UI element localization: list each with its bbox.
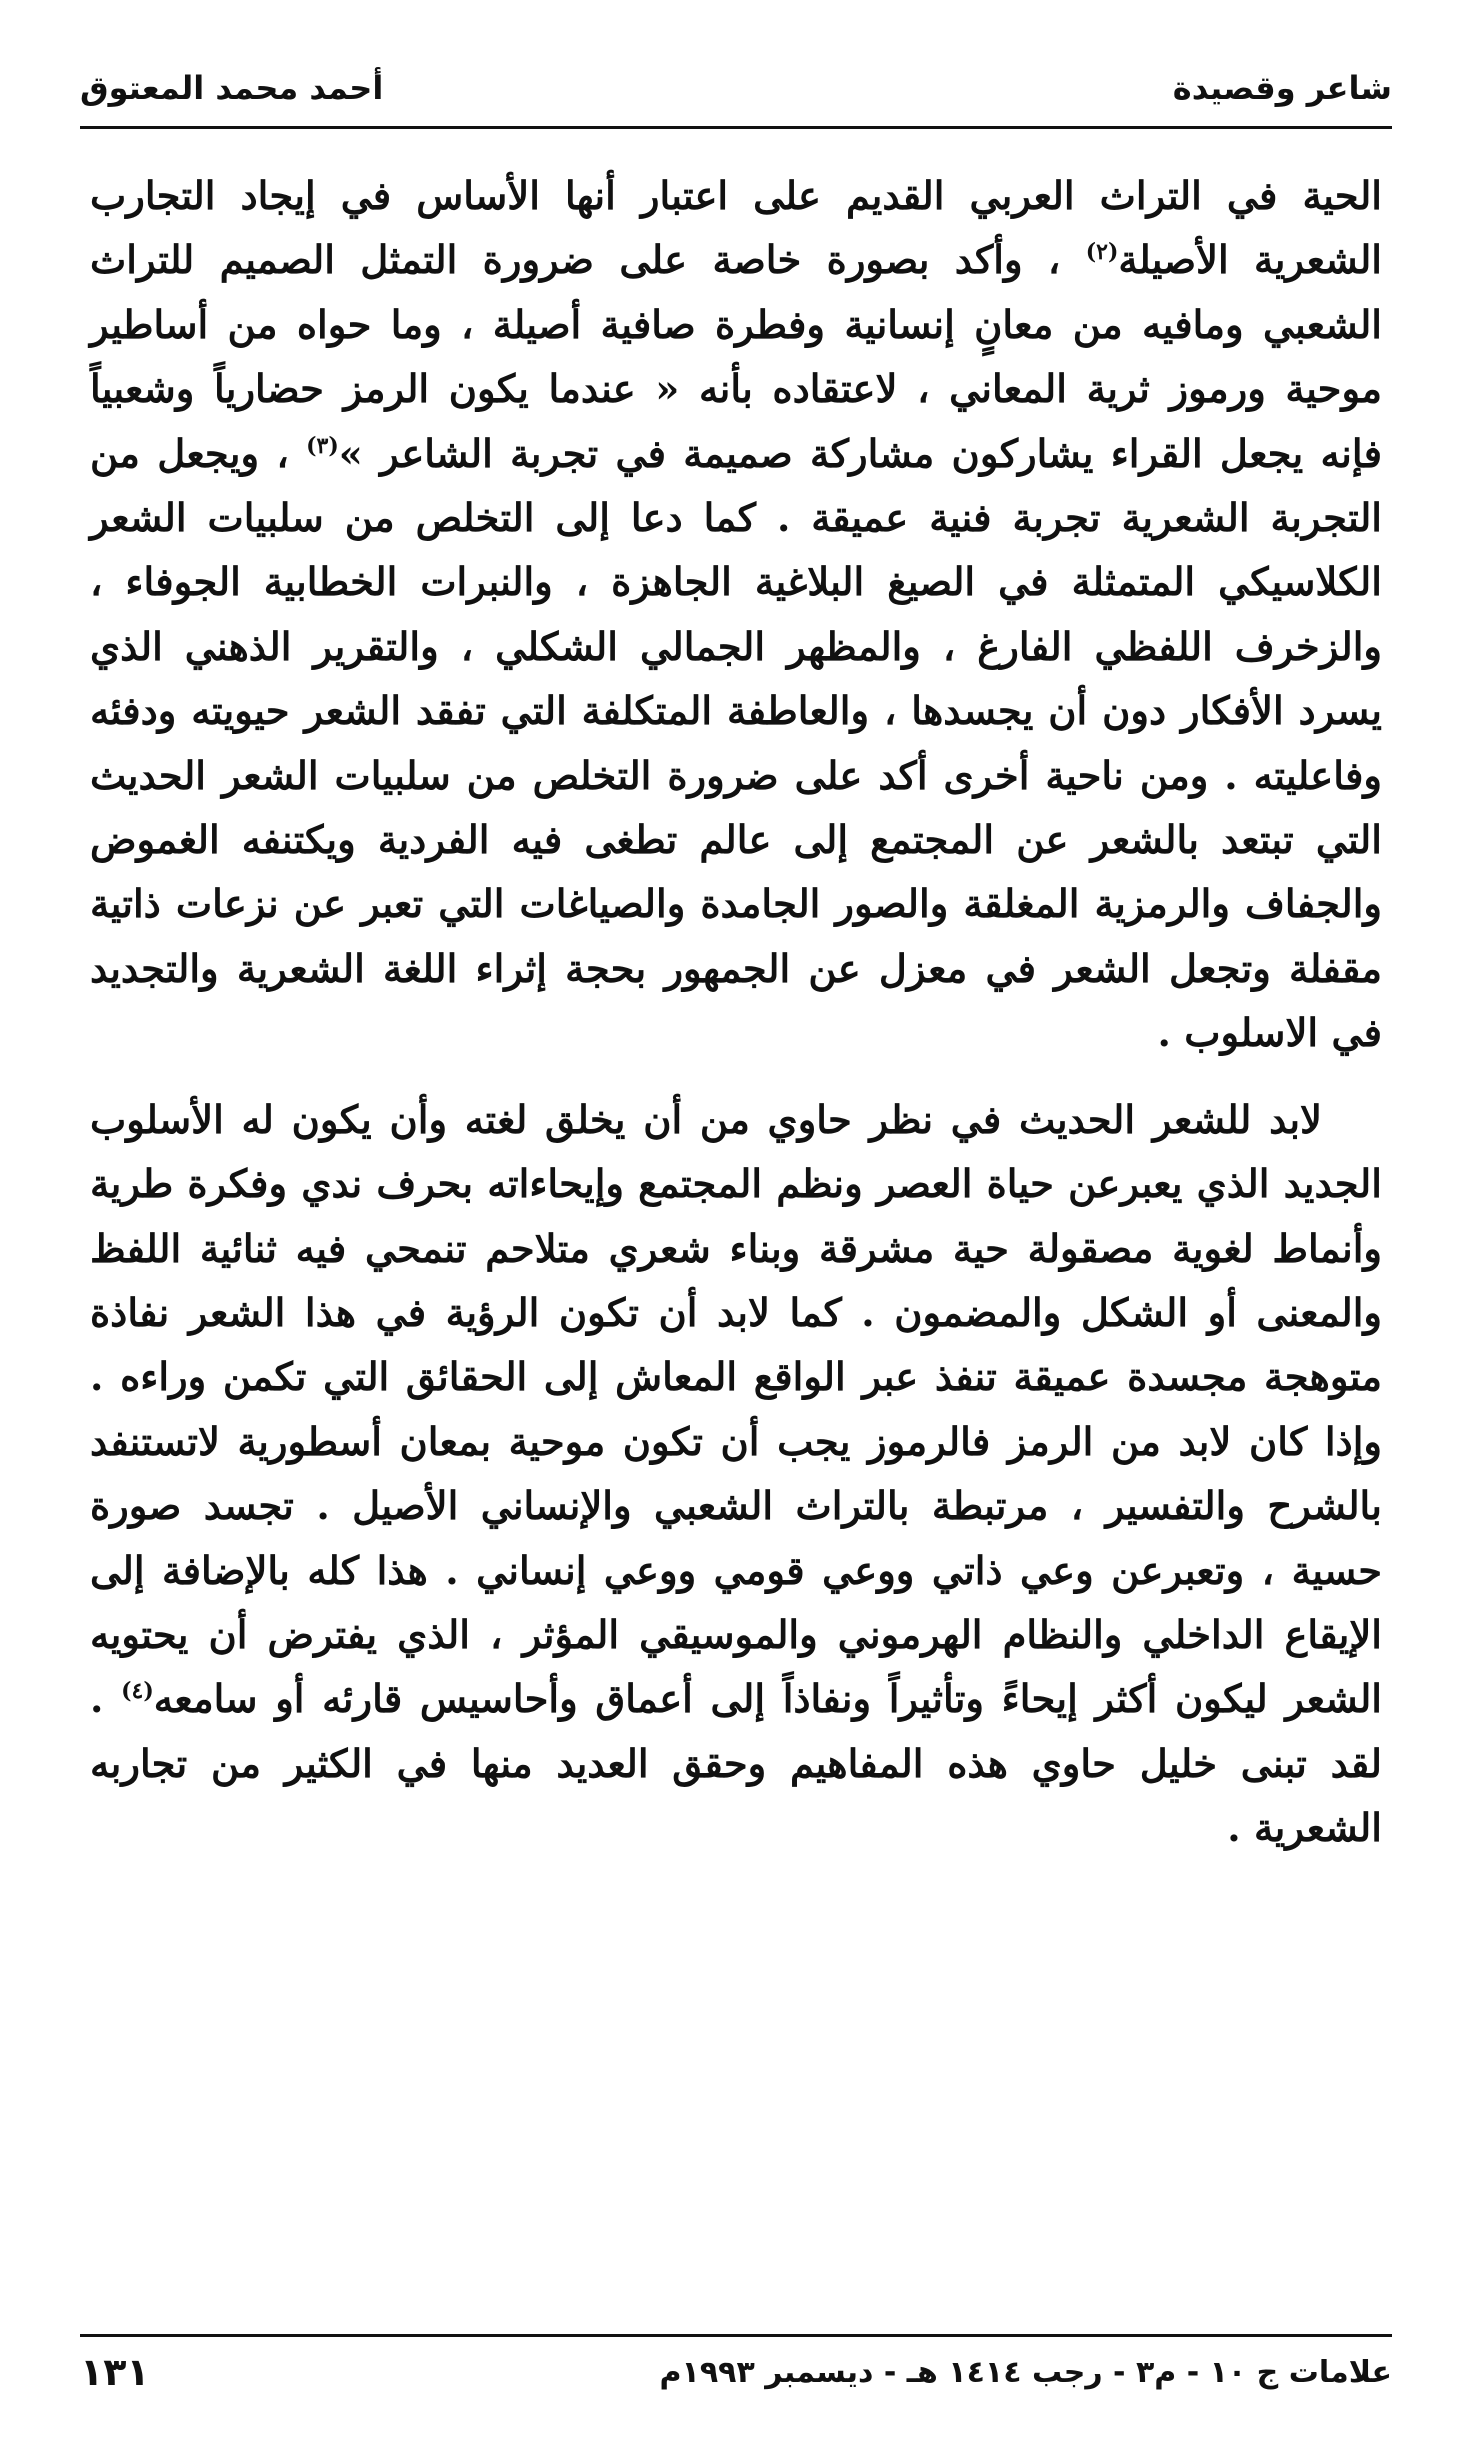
paragraph-2	[90, 1089, 1382, 1862]
paragraph-2-part-2: . لقد تبنى خليل حاوي هذه المفاهيم وحقق العديد منها في الكثير من تجاربه الشعرية .	[90, 1677, 1382, 1852]
footer-divider	[80, 2334, 1392, 2337]
body-text	[90, 165, 1382, 1862]
footnote-ref-2: (٢)	[1085, 239, 1119, 266]
journal-info: علامات ج ١٠ - م٣ - رجب ١٤١٤ هـ - ديسمبر ١٩٩٣م	[659, 2354, 1392, 2390]
author-name: أحمد محمد المعتوق	[80, 69, 384, 107]
running-header	[80, 58, 1392, 118]
paragraph-2-part-1: لابد للشعر الحديث في نظر حاوي من أن يخلق لغته وأن يكون له الأسلوب الجديد الذي يعبرعن حياة العصر ونظم المجتمع وإيحاءاته بحرف ندي وفكرة طرية وأنماط لغوية مصقولة حية مشرقة وبناء شعري متلاحم تنمحي فيه ثنائية اللفظ والمعنى أو الشكل والمضمون . كما لابد أن تكون الرؤية في هذا الشعر نفاذة متوهجة مجسدة عميقة تنفذ عبر الواقع المعاش إلى الحقائق التي تكمن وراءه . وإذا كان لابد من الرمز فالرموز يجب أن تكون موحية بمعان أسطورية لاتستنفد بالشرح والتفسير ، مرتبطة بالتراث الشعبي والإنساني الأصيل . تجسد صورة حسية ، وتعبرعن وعي ذاتي ووعي قومي ووعي إنساني . هذا كله بالإضافة إلى الإيقاع الداخلي والنظام الهرموني والموسيقي المؤثر ، الذي يفترض أن يحتويه الشعر ليكون أكثر إيحاءً وتأثيراً ونفاذاً إلى أعماق وأحاسيس قارئه أو سامعه	[90, 1097, 1382, 1723]
header-divider	[80, 126, 1392, 129]
paragraph-1	[90, 165, 1382, 1067]
paragraph-1-part-3: ، ويجعل من التجربة الشعرية تجربة فنية عميقة . كما دعا إلى التخلص من سلبيات الشعر الكلاسيكي المتمثلة في الصيغ البلاغية الجاهزة ، والنبرات الخطابية الجوفاء ، والزخرف اللفظي الفارغ ، والمظهر الجمالي الشكلي ، والتقرير الذهني الذي يسرد الأفكار دون أن يجسدها ، والعاطفة المتكلفة التي تفقد الشعر حيويته ودفئه وفاعليته . ومن ناحية أخرى أكد على ضرورة التخلص من سلبيات الشعر الحديث التي تبتعد بالشعر عن المجتمع إلى عالم تطغى فيه الفردية ويكتنفه الغموض والجفاف والرمزية المغلقة والصور الجامدة والصياغات التي تعبر عن نزعات ذاتية مقفلة وتجعل الشعر في معزل عن الجمهور بحجة إثراء اللغة الشعرية والتجديد في الاسلوب .	[90, 431, 1382, 1057]
footnote-ref-4: (٤)	[121, 1678, 154, 1705]
footnote-ref-3: (٣)	[306, 432, 339, 459]
paragraph-1-part-2: ، وأكد بصورة خاصة على ضرورة التمثل الصميم للتراث الشعبي ومافيه من معانٍ إنسانية وفطرة صافية أصيلة ، وما حواه من أساطير موحية ورموز ثرية المعاني ، لاعتقاده بأنه « عندما يكون الرمز حضارياً وشعبياً فإنه يجعل القراء يشاركون مشاركة صميمة في تجربة الشاعر »	[90, 238, 1382, 477]
paragraph-1-part-1: الحية في التراث العربي القديم على اعتبار أنها الأساس في إيجاد التجارب الشعرية الأصيلة	[90, 174, 1382, 284]
running-footer	[80, 2340, 1392, 2404]
section-title: شاعر وقصيدة	[1172, 69, 1392, 107]
page-number: ١٣١	[80, 2350, 150, 2394]
